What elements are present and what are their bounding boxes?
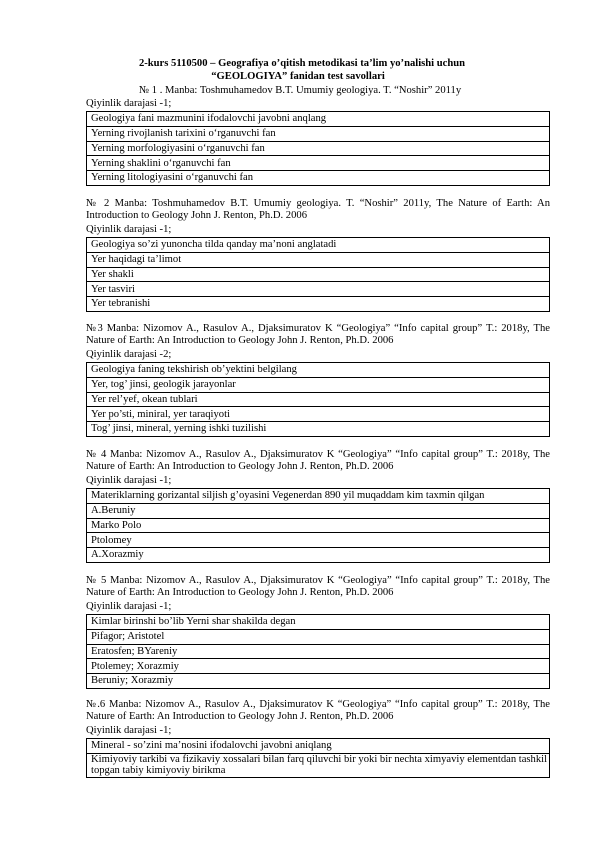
question-1-difficulty: Qiyinlik darajasi -1; <box>86 98 172 109</box>
question-2-option-b: Yer shakli <box>87 267 550 282</box>
question-1-option-a: Yerning rivojlanish tarixini o‘rganuvchi fan <box>87 126 550 141</box>
question-5-option-d: Beruniy; Xorazmiy <box>87 674 550 689</box>
question-6-source: №.6 Manba: Nizomov A., Rasulov A., Djaksimuratov K “Geologiya” “Info capital group” T.: 2018y, The Nature of Earth: An Introduction to Geology John J. Renton, Ph.D. 2006 <box>86 699 550 723</box>
question-5-option-b: Eratosfen; BYareniy <box>87 644 550 659</box>
question-4-prompt: Materiklarning gorizantal siljish g’oyasini Vegenerdan 890 yil muqaddam kim taxmin qilgan <box>87 489 550 504</box>
question-4-option-a: A.Beruniy <box>87 503 550 518</box>
question-2-option-d: Yer tebranishi <box>87 297 550 312</box>
question-4-table <box>86 488 550 563</box>
question-3-source: №3 Manba: Nizomov A., Rasulov A., Djaksimuratov K “Geologiya” “Info capital group” T.: 2018y, The Nature of Earth: An Introduction to Geology John J. Renton, Ph.D. 2006 <box>86 323 550 347</box>
question-2-table <box>86 237 550 312</box>
question-1-option-d: Yerning litologiyasini o‘rganuvchi fan <box>87 171 550 186</box>
question-5-option-c: Ptolemey; Xorazmiy <box>87 659 550 674</box>
question-5-prompt: Kimlar birinshi bo’lib Yerni shar shakilda degan <box>87 615 550 630</box>
question-3-table <box>86 362 550 437</box>
document-title <box>60 57 536 83</box>
question-4-source: № 4 Manba: Nizomov A., Rasulov A., Djaksimuratov K “Geologiya” “Info capital group” T.: 2018y, The Nature of Earth: An Introduction to Geology John J. Renton, Ph.D. 2006 <box>86 449 550 473</box>
question-1-prompt: Geologiya fani mazmunini ifodalovchi javobni anqlang <box>87 112 550 127</box>
title-line-1: 2-kurs 5110500 – Geografiya o’qitish metodikasi ta’lim yo’nalishi uchun <box>138 58 466 69</box>
question-3-prompt: Geologiya faning tekshirish ob’yektini belgilang <box>87 363 550 378</box>
title-line-2: “GEOLOGIYA” fanidan test savollari <box>211 71 385 82</box>
question-3-option-b: Yer rel’yef, okean tublari <box>87 392 550 407</box>
question-6-prompt: Mineral - so’zini ma’nosini ifodalovchi javobni aniqlang <box>87 739 550 754</box>
question-6-table <box>86 738 550 778</box>
question-3-difficulty: Qiyinlik darajasi -2; <box>86 349 172 360</box>
question-1-source: № 1 . Manba: Toshmuhamedov B.T. Umumiy geologiya. T. “Noshir” 2011y <box>139 85 462 96</box>
question-5-difficulty: Qiyinlik darajasi -1; <box>86 601 172 612</box>
question-5-table <box>86 614 550 689</box>
question-4-difficulty: Qiyinlik darajasi -1; <box>86 475 172 486</box>
question-5-option-a: Pifagor; Aristotel <box>87 629 550 644</box>
question-3-option-c: Yer po’sti, miniral, yer taraqiyoti <box>87 407 550 422</box>
question-6-difficulty: Qiyinlik darajasi -1; <box>86 725 172 736</box>
question-6-option-a: Kimiyoviy tarkibi va fizikaviy xossalari bilan farq qiluvchi bir yoki bir nechta ximyaviy elementdan tashkil topgan tabiy kimiyoviy birikma <box>87 753 550 777</box>
question-4-option-c: Ptolomey <box>87 533 550 548</box>
question-2-difficulty: Qiyinlik darajasi -1; <box>86 224 172 235</box>
question-5-source: № 5 Manba: Nizomov A., Rasulov A., Djaksimuratov K “Geologiya” “Info capital group” T.: 2018y, The Nature of Earth: An Introduction to Geology John J. Renton, Ph.D. 2006 <box>86 575 550 599</box>
question-1-table <box>86 111 550 186</box>
question-3-option-a: Yer, tog’ jinsi, geologik jarayonlar <box>87 377 550 392</box>
question-1-option-c: Yerning shaklini o‘rganuvchi fan <box>87 156 550 171</box>
question-3-option-d: Tog’ jinsi, mineral, yerning ishki tuzilishi <box>87 422 550 437</box>
question-4-option-b: Marko Polo <box>87 518 550 533</box>
question-2-prompt: Geologiya so’zi yunoncha tilda qanday ma’noni anglatadi <box>87 238 550 253</box>
question-2-option-a: Yer haqidagi ta’limot <box>87 252 550 267</box>
question-4-option-d: A.Xorazmiy <box>87 548 550 563</box>
question-2-option-c: Yer tasviri <box>87 282 550 297</box>
question-2-source: № 2 Manba: Toshmuhamedov B.T. Umumiy geologiya. T. “Noshir” 2011y, The Nature of Earth: An Introduction to Geology John J. Renton, Ph.D. 2006 <box>86 198 550 222</box>
question-1-option-b: Yerning morfologiyasini o‘rganuvchi fan <box>87 141 550 156</box>
